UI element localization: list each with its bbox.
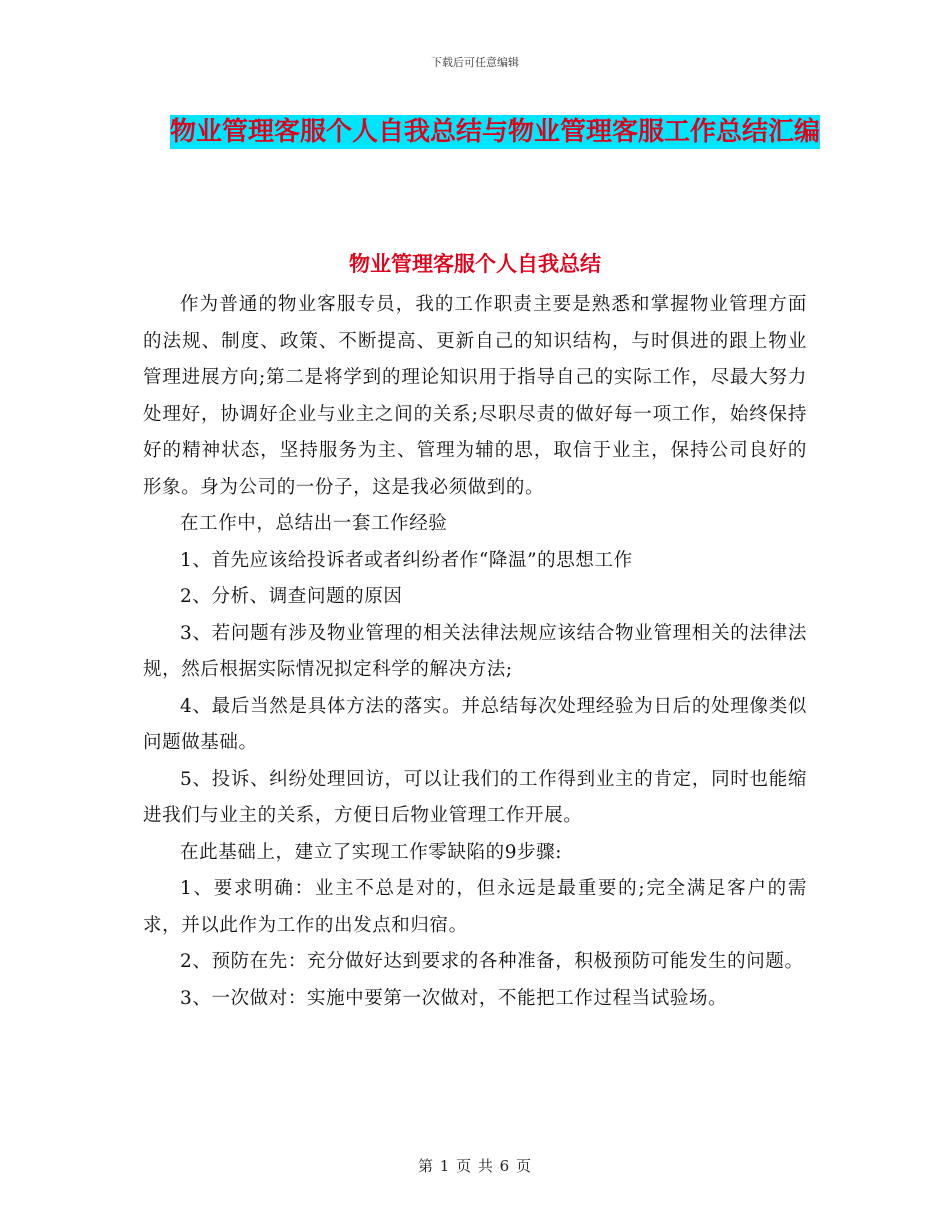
header-note: 下载后可任意编辑 [431,56,519,69]
page-number-footer: 第 1 页 共 6 页 [418,1157,532,1175]
list-item: 5、投诉、纠纷处理回访，可以让我们的工作得到业主的肯定，同时也能缩进我们与业主的关系，方便日后物业管理工作开展。 [143,768,807,826]
list-item: 3、一次做对：实施中要第一次做对，不能把工作过程当试验场。 [180,987,728,1009]
list-item: 2、预防在先：充分做好达到要求的各种准备，积极预防可能发生的问题。 [180,951,804,972]
list-item: 4、最后当然是具体方法的落实。并总结每次处理经验为日后的处理像类似问题做基础。 [143,695,807,753]
list-item: 3、若问题有涉及物业管理的相关法律法规应该结合物业管理相关的法律法规，然后根据实际情况拟定科学的解决方法; [143,622,807,680]
paragraph: 作为普通的物业客服专员，我的工作职责主要是熟悉和掌握物业管理方面的法规、制度、政策、不断提高、更新自己的知识结构，与时俱进的跟上物业管理进展方向;第二是将学到的理论知识用于指导自己的实际工作，尽最大努力处理好，协调好企业与业主之间的关系;尽职尽责的做好每一项工作，始终保持好的精神状态，坚持服务为主、管理为辅的思，取信于业主，保持公司良好的形象。身为公司的一份子，这是我必须做到的。 [143,294,807,498]
paragraph: 在工作中，总结出一套工作经验 [180,513,448,534]
paragraph: 在此基础上，建立了实现工作零缺陷的9步骤: [180,841,563,863]
section-title: 物业管理客服个人自我总结 [349,252,601,276]
list-item: 1、要求明确：业主不总是对的，但永远是最重要的;完全满足客户的需求，并以此作为工作的出发点和归宿。 [143,878,807,936]
body-content [143,287,807,1017]
list-item: 1、首先应该给投诉者或者纠纷者作“降温”的思想工作 [180,549,633,571]
document-title [120,110,870,154]
document-title-text: 物业管理客服个人自我总结与物业管理客服工作总结汇编 [169,117,820,147]
list-item: 2、分析、调查问题的原因 [180,586,403,607]
